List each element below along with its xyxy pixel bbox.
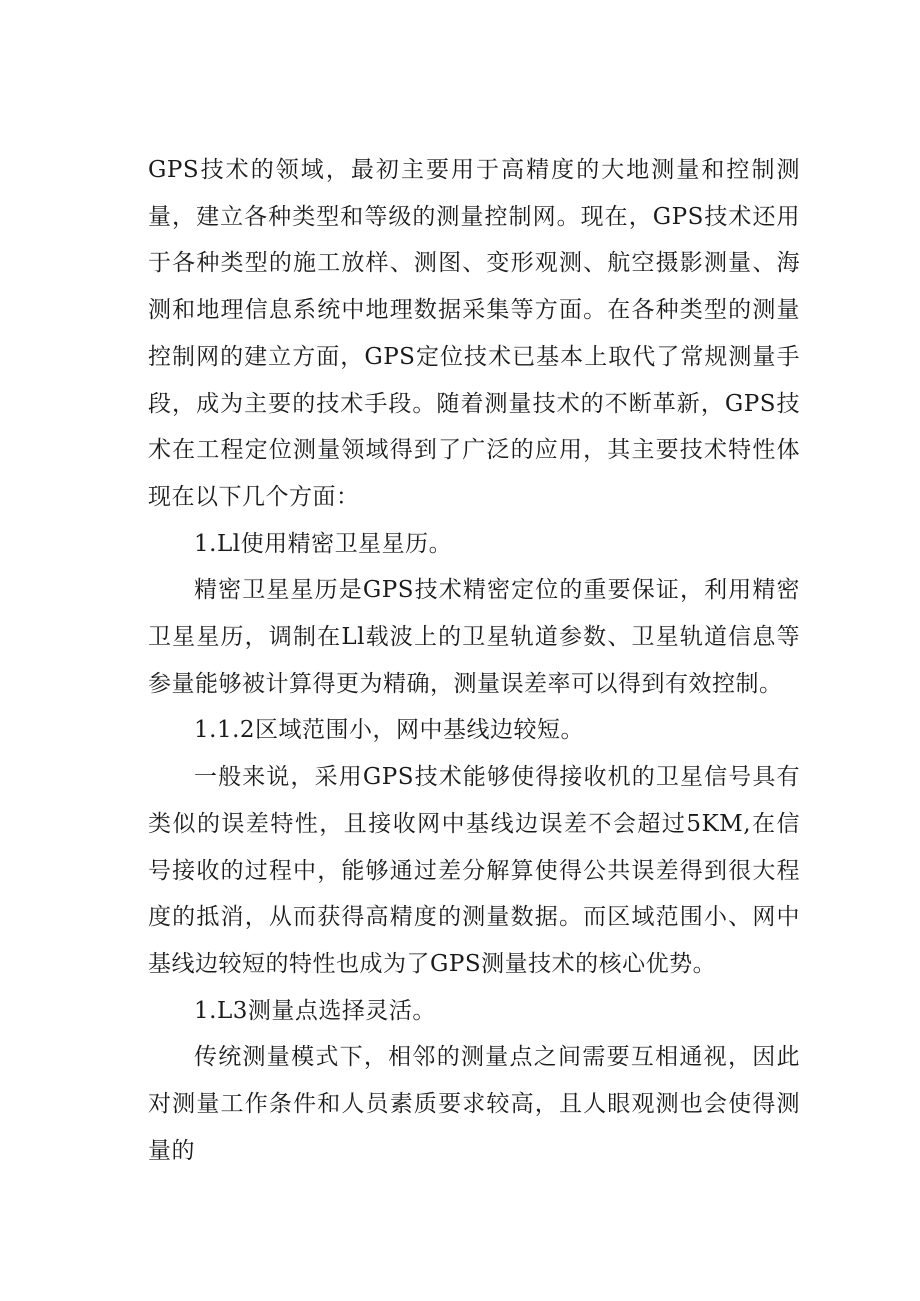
paragraph-intro: GPS技术的领域，最初主要用于高精度的大地测量和控制测量，建立各种类型和等级的测量控制网。现在，GPS技术还用于各种类型的施工放样、测图、变形观测、航空摄影测量、海测和地理信息系统中地理数据采集等方面。在各种类型的测量控制网的建立方面，GPS定位技术已基本上取代了常规测量手段，成为主要的技术手段。随着测量技术的不断革新，GPS技术在工程定位测量领域得到了广泛的应用，其主要技术特性体现在以下几个方面： (148, 157, 800, 510)
paragraph-precise-ephemeris: 精密卫星星历是GPS技术精密定位的重要保证，利用精密卫星星历，调制在Ll载波上的卫星轨道参数、卫星轨道信息等参量能够被计算得更为精确，测量误差率可以得到有效控制。 (148, 577, 800, 697)
document-body (148, 147, 800, 1174)
section-heading-1-1-1: 1.Ll使用精密卫星星历。 (194, 530, 453, 557)
section-heading-1-1-2: 1.1.2区域范围小，网中基线边较短。 (194, 717, 585, 744)
section-heading-1-1-3: 1.L3测量点选择灵活。 (194, 997, 436, 1024)
paragraph-flexible-points: 传统测量模式下，相邻的测量点之间需要互相通视，因此对测量工作条件和人员素质要求较高，且人眼观测也会使得测量的 (148, 1044, 800, 1164)
paragraph-short-baseline: 一般来说，采用GPS技术能够使得接收机的卫星信号具有类似的误差特性，且接收网中基线边误差不会超过5KM,在信号接收的过程中，能够通过差分解算使得公共误差得到很大程度的抵消，从而获得高精度的测量数据。而区域范围小、网中基线边较短的特性也成为了GPS测量技术的核心优势。 (148, 764, 800, 977)
